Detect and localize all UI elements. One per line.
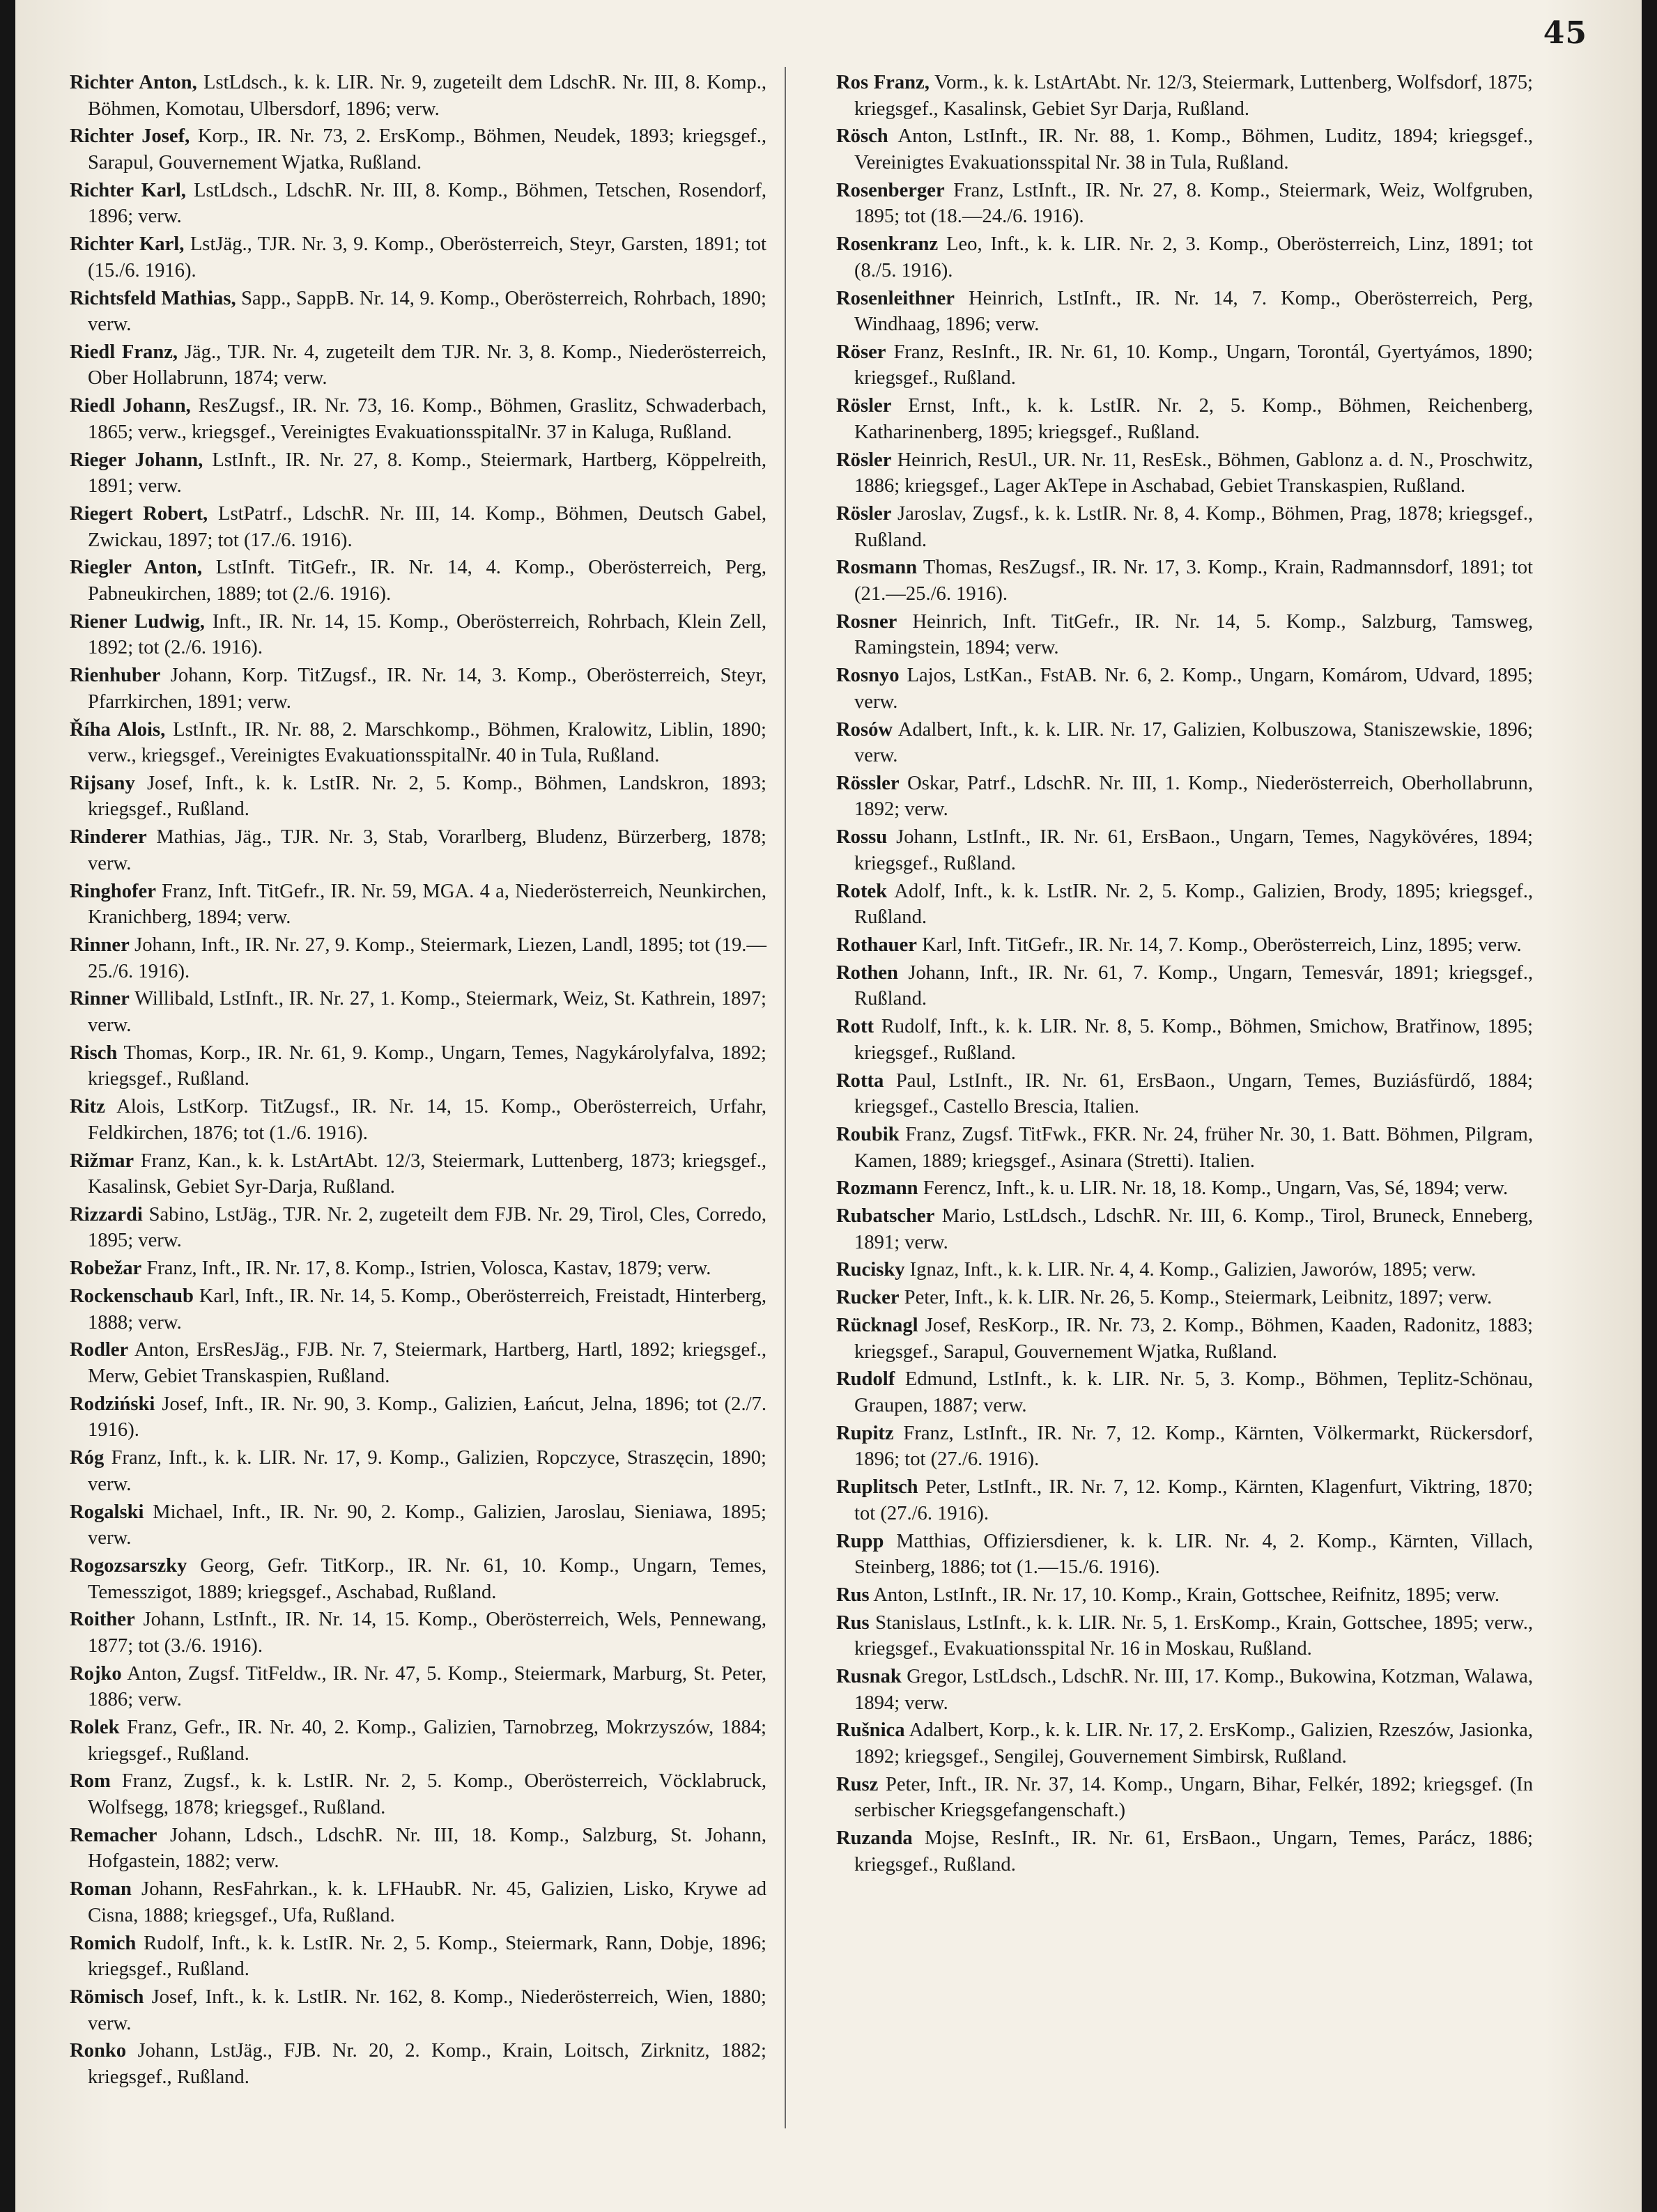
entry-surname: Rücknagl bbox=[836, 1315, 918, 1336]
entry-details: Franz, Zugsf. TitFwk., FKR. Nr. 24, früher Nr. 30, 1. Batt. Böhmen, Pilgram, Kamen, 1889; kriegsgef., Asinara (Stretti). Italien. bbox=[854, 1123, 1533, 1172]
register-entry bbox=[70, 1094, 766, 1146]
entry-details: LstInft., IR. Nr. 88, 2. Marschkomp., Böhmen, Kralowitz, Liblin, 1890; verw., kriegsgef., Vereinigtes EvakuationsspitalNr. 40 in Tula, Rußland. bbox=[88, 718, 766, 767]
register-entry bbox=[70, 1823, 766, 1875]
register-entry bbox=[70, 986, 766, 1038]
entry-details: LstLdsch., k. k. LIR. Nr. 9, zugeteilt dem LdschR. Nr. III, 8. Komp., Böhmen, Komotau, Ulbersdorf, 1896; verw. bbox=[88, 72, 766, 120]
column-divider bbox=[785, 67, 786, 2128]
entry-details: Thomas, ResZugsf., IR. Nr. 17, 3. Komp., Krain, Radmannsdorf, 1891; tot (21.—25./6. 1916). bbox=[854, 557, 1533, 605]
register-entry bbox=[836, 960, 1533, 1012]
register-entry bbox=[836, 717, 1533, 769]
entry-details: Peter, LstInft., IR. Nr. 7, 12. Komp., Kärnten, Klagenfurt, Viktring, 1870; tot (27./6. 1916). bbox=[854, 1476, 1533, 1524]
entry-surname: Rosów bbox=[836, 718, 893, 741]
entry-surname: Rössler bbox=[836, 772, 900, 794]
entry-surname: Röser bbox=[836, 341, 886, 363]
entry-details: Franz, Kan., k. k. LstArtAbt. 12/3, Steiermark, Luttenberg, 1873; kriegsgef., Kasalinsk, Gebiet Syr-Darja, Rußland. bbox=[88, 1150, 766, 1198]
entry-surname: Risch bbox=[70, 1042, 118, 1064]
register-entry bbox=[836, 1664, 1533, 1716]
register-entry bbox=[70, 1553, 766, 1605]
entry-surname: Rogozsarszky bbox=[70, 1554, 187, 1577]
register-entry bbox=[836, 339, 1533, 392]
entry-details: Josef, Inft., k. k. LstIR. Nr. 2, 5. Komp., Böhmen, Landskron, 1893; kriegsgef., Rußland. bbox=[88, 772, 766, 821]
entry-surname: Riedl Johann, bbox=[70, 395, 191, 417]
register-entry bbox=[836, 70, 1533, 122]
entry-details: LstInft., IR. Nr. 27, 8. Komp., Steiermark, Hartberg, Köppelreith, 1891; verw. bbox=[88, 449, 766, 497]
entry-surname: Robežar bbox=[70, 1258, 142, 1280]
entry-details: Johann, LstInft., IR. Nr. 14, 15. Komp., Oberösterreich, Wels, Pennewang, 1877; tot (3./6. 1916). bbox=[88, 1609, 766, 1657]
entry-surname: Rosenberger bbox=[836, 179, 945, 201]
entry-surname: Rusz bbox=[836, 1773, 879, 1795]
register-entry bbox=[70, 1202, 766, 1254]
register-entry bbox=[70, 393, 766, 445]
entry-surname: Rodler bbox=[70, 1339, 129, 1361]
entry-surname: Ros Franz, bbox=[836, 72, 930, 93]
entry-details: Heinrich, LstInft., IR. Nr. 14, 7. Komp., Oberösterreich, Perg, Windhaag, 1896; verw. bbox=[854, 287, 1533, 336]
register-entry bbox=[836, 1257, 1533, 1283]
register-entry bbox=[836, 555, 1533, 607]
right-column bbox=[836, 70, 1533, 1880]
entry-details: Anton, LstInft., IR. Nr. 17, 10. Komp., Krain, Gottschee, Reifnitz, 1895; verw. bbox=[869, 1584, 1500, 1606]
register-entry bbox=[836, 1014, 1533, 1066]
entry-surname: Rösch bbox=[836, 125, 888, 148]
register-entry bbox=[70, 555, 766, 607]
entry-surname: Rockenschaub bbox=[70, 1285, 194, 1308]
entry-details: Ignaz, Inft., k. k. LIR. Nr. 4, 4. Komp., Galizien, Jaworów, 1895; verw. bbox=[904, 1259, 1477, 1281]
register-entry bbox=[70, 123, 766, 176]
entry-details: Alois, LstKorp. TitZugsf., IR. Nr. 14, 15. Komp., Oberösterreich, Urfahr, Feldkirchen, 1876; tot (1./6. 1916). bbox=[88, 1096, 766, 1144]
register-entry bbox=[70, 1607, 766, 1659]
register-entry bbox=[836, 501, 1533, 553]
entry-surname: Rotek bbox=[836, 880, 888, 902]
entry-surname: Rus bbox=[836, 1611, 870, 1634]
entry-details: Johann, LstJäg., FJB. Nr. 20, 2. Komp., Krain, Loitsch, Zirknitz, 1882; kriegsgef., Rußland. bbox=[88, 2040, 766, 2088]
register-entry bbox=[70, 70, 766, 122]
register-entry bbox=[836, 1825, 1533, 1878]
entry-surname: Richter Karl, bbox=[70, 179, 186, 201]
left-column bbox=[70, 70, 766, 2092]
entry-surname: Rižmar bbox=[70, 1150, 134, 1172]
entry-surname: Rodziński bbox=[70, 1393, 155, 1415]
entry-surname: Rom bbox=[70, 1770, 111, 1793]
entry-details: Anton, Zugsf. TitFeldw., IR. Nr. 47, 5. Komp., Steiermark, Marburg, St. Peter, 1886; verw. bbox=[88, 1662, 766, 1711]
entry-surname: Rijsany bbox=[70, 772, 135, 794]
register-entry bbox=[70, 231, 766, 284]
entry-surname: Riegler Anton, bbox=[70, 557, 202, 579]
entry-surname: Riegert Robert, bbox=[70, 503, 208, 525]
register-entry bbox=[836, 123, 1533, 176]
entry-details: Lajos, LstKan., FstAB. Nr. 6, 2. Komp., Ungarn, Komárom, Udvard, 1895; verw. bbox=[854, 665, 1533, 713]
entry-surname: Rösler bbox=[836, 503, 892, 525]
register-entry bbox=[70, 879, 766, 931]
entry-surname: Romich bbox=[70, 1932, 137, 1954]
register-entry bbox=[70, 1283, 766, 1336]
register-entry bbox=[70, 1876, 766, 1928]
entry-surname: Richter Josef, bbox=[70, 125, 190, 148]
entry-surname: Rusnak bbox=[836, 1666, 902, 1688]
entry-surname: Roman bbox=[70, 1878, 132, 1901]
entry-details: Mojse, ResInft., IR. Nr. 61, ErsBaon., Ungarn, Temes, Parácz, 1886; kriegsgef., Rußland. bbox=[854, 1827, 1533, 1875]
entry-surname: Rotta bbox=[836, 1069, 884, 1092]
register-entry bbox=[70, 609, 766, 661]
entry-details: Franz, LstInft., IR. Nr. 7, 12. Komp., Kärnten, Völkermarkt, Rückersdorf, 1896; tot (27./6. 1916). bbox=[854, 1422, 1533, 1471]
entry-surname: Rizzardi bbox=[70, 1203, 143, 1225]
entry-surname: Rinner bbox=[70, 934, 130, 956]
register-entry bbox=[836, 824, 1533, 876]
register-entry bbox=[70, 286, 766, 338]
entry-details: Sapp., SappB. Nr. 14, 9. Komp., Oberösterreich, Rohrbach, 1890; verw. bbox=[88, 287, 766, 336]
entry-surname: Rupitz bbox=[836, 1422, 894, 1444]
entry-details: Peter, Inft., IR. Nr. 37, 14. Komp., Ungarn, Bihar, Felkér, 1892; kriegsgef. (In serbischer Kriegsgefangenschaft.) bbox=[854, 1773, 1533, 1822]
entry-surname: Rolek bbox=[70, 1717, 120, 1739]
register-entry bbox=[836, 1582, 1533, 1609]
register-entry bbox=[70, 1768, 766, 1820]
register-entry bbox=[836, 1717, 1533, 1770]
entry-details: Jaroslav, Zugsf., k. k. LstIR. Nr. 8, 4. Komp., Böhmen, Prag, 1878; kriegsgef., Rußland. bbox=[854, 503, 1533, 551]
entry-surname: Ronko bbox=[70, 2040, 127, 2062]
register-entry bbox=[836, 771, 1533, 823]
entry-details: LstJäg., TJR. Nr. 3, 9. Komp., Oberösterreich, Steyr, Garsten, 1891; tot (15./6. 1916). bbox=[88, 233, 766, 281]
entry-details: Ernst, Inft., k. k. LstIR. Nr. 2, 5. Komp., Böhmen, Reichenberg, Katharinenberg, 1895; kriegsgef., Rußland. bbox=[854, 395, 1533, 443]
entry-surname: Rinner bbox=[70, 988, 130, 1010]
entry-details: Adolf, Inft., k. k. LstIR. Nr. 2, 5. Komp., Galizien, Brody, 1895; kriegsgef., Rußland. bbox=[854, 880, 1533, 929]
entry-details: Leo, Inft., k. k. LIR. Nr. 2, 3. Komp., Oberösterreich, Linz, 1891; tot (8./5. 1916). bbox=[854, 233, 1533, 281]
entry-details: Heinrich, Inft. TitGefr., IR. Nr. 14, 5. Komp., Salzburg, Tamsweg, Ramingstein, 1894; verw. bbox=[854, 610, 1533, 659]
register-entry bbox=[836, 1474, 1533, 1526]
register-entry bbox=[70, 771, 766, 823]
entry-details: Oskar, Patrf., LdschR. Nr. III, 1. Komp., Niederösterreich, Oberhollabrunn, 1892; verw. bbox=[854, 772, 1533, 821]
entry-surname: Remacher bbox=[70, 1824, 157, 1846]
entry-surname: Roubik bbox=[836, 1123, 900, 1145]
entry-details: ResZugsf., IR. Nr. 73, 16. Komp., Böhmen, Graslitz, Schwaderbach, 1865; verw., kriegsgef., Vereinigtes EvakuationsspitalNr. 37 in Kaluga, Rußland. bbox=[88, 395, 767, 443]
register-entry bbox=[70, 1337, 766, 1389]
entry-surname: Rupp bbox=[836, 1530, 884, 1552]
entry-details: Vorm., k. k. LstArtAbt. Nr. 12/3, Steiermark, Luttenberg, Wolfsdorf, 1875; kriegsgef., Kasalinsk, Gebiet Syr Darja, Rußland. bbox=[854, 72, 1533, 120]
entry-details: Josef, ResKorp., IR. Nr. 73, 2. Komp., Böhmen, Kaaden, Radonitz, 1883; kriegsgef., Sarapul, Gouvernement Wjatka, Rußland. bbox=[854, 1315, 1533, 1363]
entry-details: Franz, LstInft., IR. Nr. 27, 8. Komp., Steiermark, Weiz, Wolfgruben, 1895; tot (18.—24./6. 1916). bbox=[854, 179, 1533, 228]
register-entry bbox=[836, 1203, 1533, 1255]
register-entry bbox=[70, 1391, 766, 1444]
register-entry bbox=[70, 932, 766, 984]
entry-details: Korp., IR. Nr. 73, 2. ErsKomp., Böhmen, Neudek, 1893; kriegsgef., Sarapul, Gouvernement Wjatka, Rußland. bbox=[88, 125, 767, 173]
register-entry bbox=[836, 609, 1533, 661]
entry-surname: Rosmann bbox=[836, 557, 917, 579]
entry-details: Anton, ErsResJäg., FJB. Nr. 7, Steiermark, Hartberg, Hartl, 1892; kriegsgef., Merw, Gebiet Transkaspien, Rußland. bbox=[88, 1339, 766, 1387]
entry-surname: Rösler bbox=[836, 449, 892, 471]
register-entry bbox=[836, 178, 1533, 230]
entry-details: Heinrich, ResUl., UR. Nr. 11, ResEsk., Böhmen, Gablonz a. d. N., Proschwitz, 1886; kriegsgef., Lager AkTepe in Aschabad, Gebiet Transkaspien, Rußland. bbox=[854, 449, 1533, 497]
entry-details: Sabino, LstJäg., TJR. Nr. 2, zugeteilt dem FJB. Nr. 29, Tirol, Cles, Corredo, 1895; verw. bbox=[88, 1203, 766, 1252]
entry-surname: Rucisky bbox=[836, 1259, 905, 1281]
register-entry bbox=[70, 1715, 766, 1767]
register-entry bbox=[836, 1772, 1533, 1824]
entry-details: Anton, LstInft., IR. Nr. 88, 1. Komp., Böhmen, Luditz, 1894; kriegsgef., Vereinigtes Evakuationsspital Nr. 38 in Tula, Rußland. bbox=[854, 125, 1533, 173]
register-entry bbox=[836, 231, 1533, 284]
register-entry bbox=[70, 178, 766, 230]
register-entry bbox=[70, 717, 766, 769]
entry-surname: Ritz bbox=[70, 1096, 105, 1118]
entry-details: Rudolf, Inft., k. k. LIR. Nr. 8, 5. Komp., Böhmen, Smichow, Bratřinow, 1895; kriegsgef., Rußland. bbox=[854, 1016, 1533, 1064]
entry-surname: Róg bbox=[70, 1447, 105, 1469]
entry-details: Johann, LstInft., IR. Nr. 61, ErsBaon., Ungarn, Temes, Nagykövéres, 1894; kriegsgef., Rußland. bbox=[854, 826, 1533, 874]
entry-details: Adalbert, Korp., k. k. LIR. Nr. 17, 2. ErsKomp., Galizien, Rzeszów, Jasionka, 1892; kriegsgef., Sengilej, Gouvernement Simbirsk, Rußland. bbox=[854, 1719, 1533, 1768]
entry-surname: Rott bbox=[836, 1016, 874, 1038]
entry-surname: Richter Karl, bbox=[70, 233, 185, 256]
entry-surname: Rogalski bbox=[70, 1501, 144, 1523]
page-number: 45 bbox=[1543, 15, 1587, 51]
entry-surname: Rozmann bbox=[836, 1177, 918, 1200]
entry-details: Franz, Inft. TitGefr., IR. Nr. 59, MGA. 4 a, Niederösterreich, Neunkirchen, Kranichberg, 1894; verw. bbox=[88, 880, 766, 929]
entry-surname: Richtsfeld Mathias, bbox=[70, 287, 236, 309]
register-entry bbox=[70, 1148, 766, 1200]
entry-details: Jäg., TJR. Nr. 4, zugeteilt dem TJR. Nr. 3, 8. Komp., Niederösterreich, Ober Hollabrunn, 1874; verw. bbox=[88, 341, 766, 389]
entry-details: Stanislaus, LstInft., k. k. LIR. Nr. 5, 1. ErsKomp., Krain, Gottschee, 1895; verw., kriegsgef., Evakuationsspital Nr. 16 in Moskau, Rußland. bbox=[854, 1611, 1533, 1660]
register-entry bbox=[70, 1040, 766, 1092]
register-entry bbox=[836, 879, 1533, 931]
register-entry bbox=[836, 932, 1533, 959]
register-entry bbox=[70, 1931, 766, 1983]
entry-details: Franz, Gefr., IR. Nr. 40, 2. Komp., Galizien, Tarnobrzeg, Mokrzyszów, 1884; kriegsgef., Rußland. bbox=[88, 1717, 766, 1765]
register-entry bbox=[70, 1984, 766, 2036]
entry-surname: Rienhuber bbox=[70, 665, 161, 687]
entry-details: LstPatrf., LdschR. Nr. III, 14. Komp., Böhmen, Deutsch Gabel, Zwickau, 1897; tot (17./6. 1916). bbox=[88, 503, 766, 551]
entry-surname: Riedl Franz, bbox=[70, 341, 178, 363]
entry-details: Gregor, LstLdsch., LdschR. Nr. III, 17. Komp., Bukowina, Kotzman, Walawa, 1894; verw. bbox=[854, 1666, 1533, 1714]
entry-surname: Rinderer bbox=[70, 826, 147, 849]
entry-surname: Ringhofer bbox=[70, 880, 156, 902]
register-entry bbox=[836, 393, 1533, 445]
register-entry bbox=[836, 1285, 1533, 1311]
entry-details: Karl, Inft. TitGefr., IR. Nr. 14, 7. Komp., Oberösterreich, Linz, 1895; verw. bbox=[916, 934, 1522, 956]
entry-details: Franz, Zugsf., k. k. LstIR. Nr. 2, 5. Komp., Oberösterreich, Vöcklabruck, Wolfsegg, 1878; kriegsgef., Rußland. bbox=[88, 1770, 766, 1818]
entry-surname: Richter Anton, bbox=[70, 72, 197, 93]
entry-details: Johann, Korp. TitZugsf., IR. Nr. 14, 3. Komp., Oberösterreich, Steyr, Pfarrkirchen, 1891; verw. bbox=[88, 665, 766, 713]
entry-details: Franz, Inft., IR. Nr. 17, 8. Komp., Istrien, Volosca, Kastav, 1879; verw. bbox=[141, 1258, 711, 1280]
entry-details: Inft., IR. Nr. 14, 15. Komp., Oberösterreich, Rohrbach, Klein Zell, 1892; tot (2./6. 1916). bbox=[88, 610, 766, 659]
register-entry bbox=[836, 1068, 1533, 1120]
register-entry bbox=[70, 663, 766, 715]
entry-surname: Ruplitsch bbox=[836, 1476, 918, 1499]
entry-surname: Rosner bbox=[836, 610, 897, 633]
register-entry bbox=[70, 2038, 766, 2090]
register-entry bbox=[70, 339, 766, 392]
entry-surname: Ruzanda bbox=[836, 1827, 913, 1850]
entry-surname: Rojko bbox=[70, 1662, 122, 1685]
entry-surname: Rothen bbox=[836, 961, 898, 984]
entry-details: LstInft. TitGefr., IR. Nr. 14, 4. Komp., Oberösterreich, Perg, Pabneukirchen, 1889; tot (2./6. 1916). bbox=[88, 557, 766, 605]
register-entry bbox=[70, 501, 766, 553]
register-entry bbox=[836, 1421, 1533, 1473]
entry-surname: Roither bbox=[70, 1609, 135, 1631]
register-entry bbox=[836, 1122, 1533, 1174]
entry-surname: Römisch bbox=[70, 1986, 144, 2008]
entry-details: LstLdsch., LdschR. Nr. III, 8. Komp., Böhmen, Tetschen, Rosendorf, 1896; verw. bbox=[88, 179, 766, 228]
register-entry bbox=[836, 1610, 1533, 1662]
entry-surname: Rothauer bbox=[836, 934, 917, 956]
entry-details: Adalbert, Inft., k. k. LIR. Nr. 17, Galizien, Kolbuszowa, Staniszewskie, 1896; verw. bbox=[854, 718, 1533, 767]
entry-details: Mario, LstLdsch., LdschR. Nr. III, 6. Komp., Tirol, Bruneck, Enneberg, 1891; verw. bbox=[854, 1205, 1533, 1253]
register-entry bbox=[836, 663, 1533, 715]
register-entry bbox=[70, 1255, 766, 1282]
entry-details: Matthias, Offiziersdiener, k. k. LIR. Nr. 4, 2. Komp., Kärnten, Villach, Steinberg, 1886; tot (1.—15./6. 1916). bbox=[854, 1530, 1533, 1579]
entry-details: Rudolf, Inft., k. k. LstIR. Nr. 2, 5. Komp., Steiermark, Rann, Dobje, 1896; kriegsgef., Rußland. bbox=[88, 1932, 766, 1981]
register-entry bbox=[836, 1529, 1533, 1581]
entry-details: Willibald, LstInft., IR. Nr. 27, 1. Komp., Steiermark, Weiz, St. Kathrein, 1897; verw. bbox=[88, 988, 766, 1036]
entry-surname: Rubatscher bbox=[836, 1205, 935, 1228]
entry-details: Johann, Inft., IR. Nr. 61, 7. Komp., Ungarn, Temesvár, 1891; kriegsgef., Rußland. bbox=[854, 961, 1533, 1010]
entry-details: Franz, ResInft., IR. Nr. 61, 10. Komp., Ungarn, Torontál, Gyertyámos, 1890; kriegsgef., Rußland. bbox=[854, 341, 1533, 389]
entry-surname: Rossu bbox=[836, 826, 888, 849]
register-entry bbox=[70, 447, 766, 500]
entry-surname: Rösler bbox=[836, 395, 892, 417]
entry-surname: Rušnica bbox=[836, 1719, 905, 1742]
register-entry bbox=[70, 824, 766, 876]
entry-details: Johann, Ldsch., LdschR. Nr. III, 18. Komp., Salzburg, St. Johann, Hofgastein, 1882; verw. bbox=[88, 1824, 766, 1873]
entry-surname: Rucker bbox=[836, 1287, 900, 1309]
entry-details: Josef, Inft., k. k. LstIR. Nr. 162, 8. Komp., Niederösterreich, Wien, 1880; verw. bbox=[88, 1986, 766, 2034]
register-entry bbox=[836, 286, 1533, 338]
entry-surname: Rosenkranz bbox=[836, 233, 939, 256]
entry-details: Peter, Inft., k. k. LIR. Nr. 26, 5. Komp., Steiermark, Leibnitz, 1897; verw. bbox=[899, 1287, 1493, 1309]
entry-details: Josef, Inft., IR. Nr. 90, 3. Komp., Galizien, Łańcut, Jelna, 1896; tot (2./7. 1916). bbox=[88, 1393, 766, 1441]
entry-surname: Rus bbox=[836, 1584, 870, 1606]
entry-details: Karl, Inft., IR. Nr. 14, 5. Komp., Oberösterreich, Freistadt, Hinterberg, 1888; verw. bbox=[88, 1285, 766, 1333]
register-entry bbox=[836, 1313, 1533, 1365]
entry-surname: Rosnyo bbox=[836, 665, 900, 687]
entry-details: Ferencz, Inft., k. u. LIR. Nr. 18, 18. Komp., Ungarn, Vas, Sé, 1894; verw. bbox=[918, 1177, 1509, 1200]
entry-details: Thomas, Korp., IR. Nr. 61, 9. Komp., Ungarn, Temes, Nagykárolyfalva, 1892; kriegsgef., Rußland. bbox=[88, 1042, 766, 1090]
entry-details: Georg, Gefr. TitKorp., IR. Nr. 61, 10. Komp., Ungarn, Temes, Temesszigot, 1889; kriegsgef., Aschabad, Rußland. bbox=[88, 1554, 766, 1603]
entry-surname: Riener Ludwig, bbox=[70, 610, 205, 633]
entry-surname: Říha Alois, bbox=[70, 718, 166, 741]
register-entry bbox=[836, 447, 1533, 500]
entry-details: Johann, ResFahrkan., k. k. LFHaubR. Nr. 45, Galizien, Lisko, Krywe ad Cisna, 1888; kriegsgef., Ufa, Rußland. bbox=[88, 1878, 766, 1926]
entry-surname: Rosenleithner bbox=[836, 287, 955, 309]
register-entry bbox=[836, 1366, 1533, 1418]
entry-surname: Rudolf bbox=[836, 1368, 895, 1391]
entry-details: Paul, LstInft., IR. Nr. 61, ErsBaon., Ungarn, Temes, Buziásfürdő, 1884; kriegsgef., Castello Brescia, Italien. bbox=[854, 1069, 1533, 1118]
register-entry bbox=[836, 1175, 1533, 1202]
entry-details: Johann, Inft., IR. Nr. 27, 9. Komp., Steiermark, Liezen, Landl, 1895; tot (19.—25./6. 1916). bbox=[88, 934, 766, 982]
entry-surname: Rieger Johann, bbox=[70, 449, 203, 471]
entry-details: Michael, Inft., IR. Nr. 90, 2. Komp., Galizien, Jaroslau, Sieniawa, 1895; verw. bbox=[88, 1501, 766, 1549]
register-entry bbox=[70, 1445, 766, 1497]
entry-details: Mathias, Jäg., TJR. Nr. 3, Stab, Vorarlberg, Bludenz, Bürzerberg, 1878; verw. bbox=[88, 826, 766, 874]
register-entry bbox=[70, 1661, 766, 1713]
register-entry bbox=[70, 1499, 766, 1552]
entry-details: Franz, Inft., k. k. LIR. Nr. 17, 9. Komp., Galizien, Ropczyce, Straszęcin, 1890; verw. bbox=[88, 1447, 766, 1495]
entry-details: Edmund, LstInft., k. k. LIR. Nr. 5, 3. Komp., Böhmen, Teplitz-Schönau, Graupen, 1887; verw. bbox=[854, 1368, 1533, 1416]
